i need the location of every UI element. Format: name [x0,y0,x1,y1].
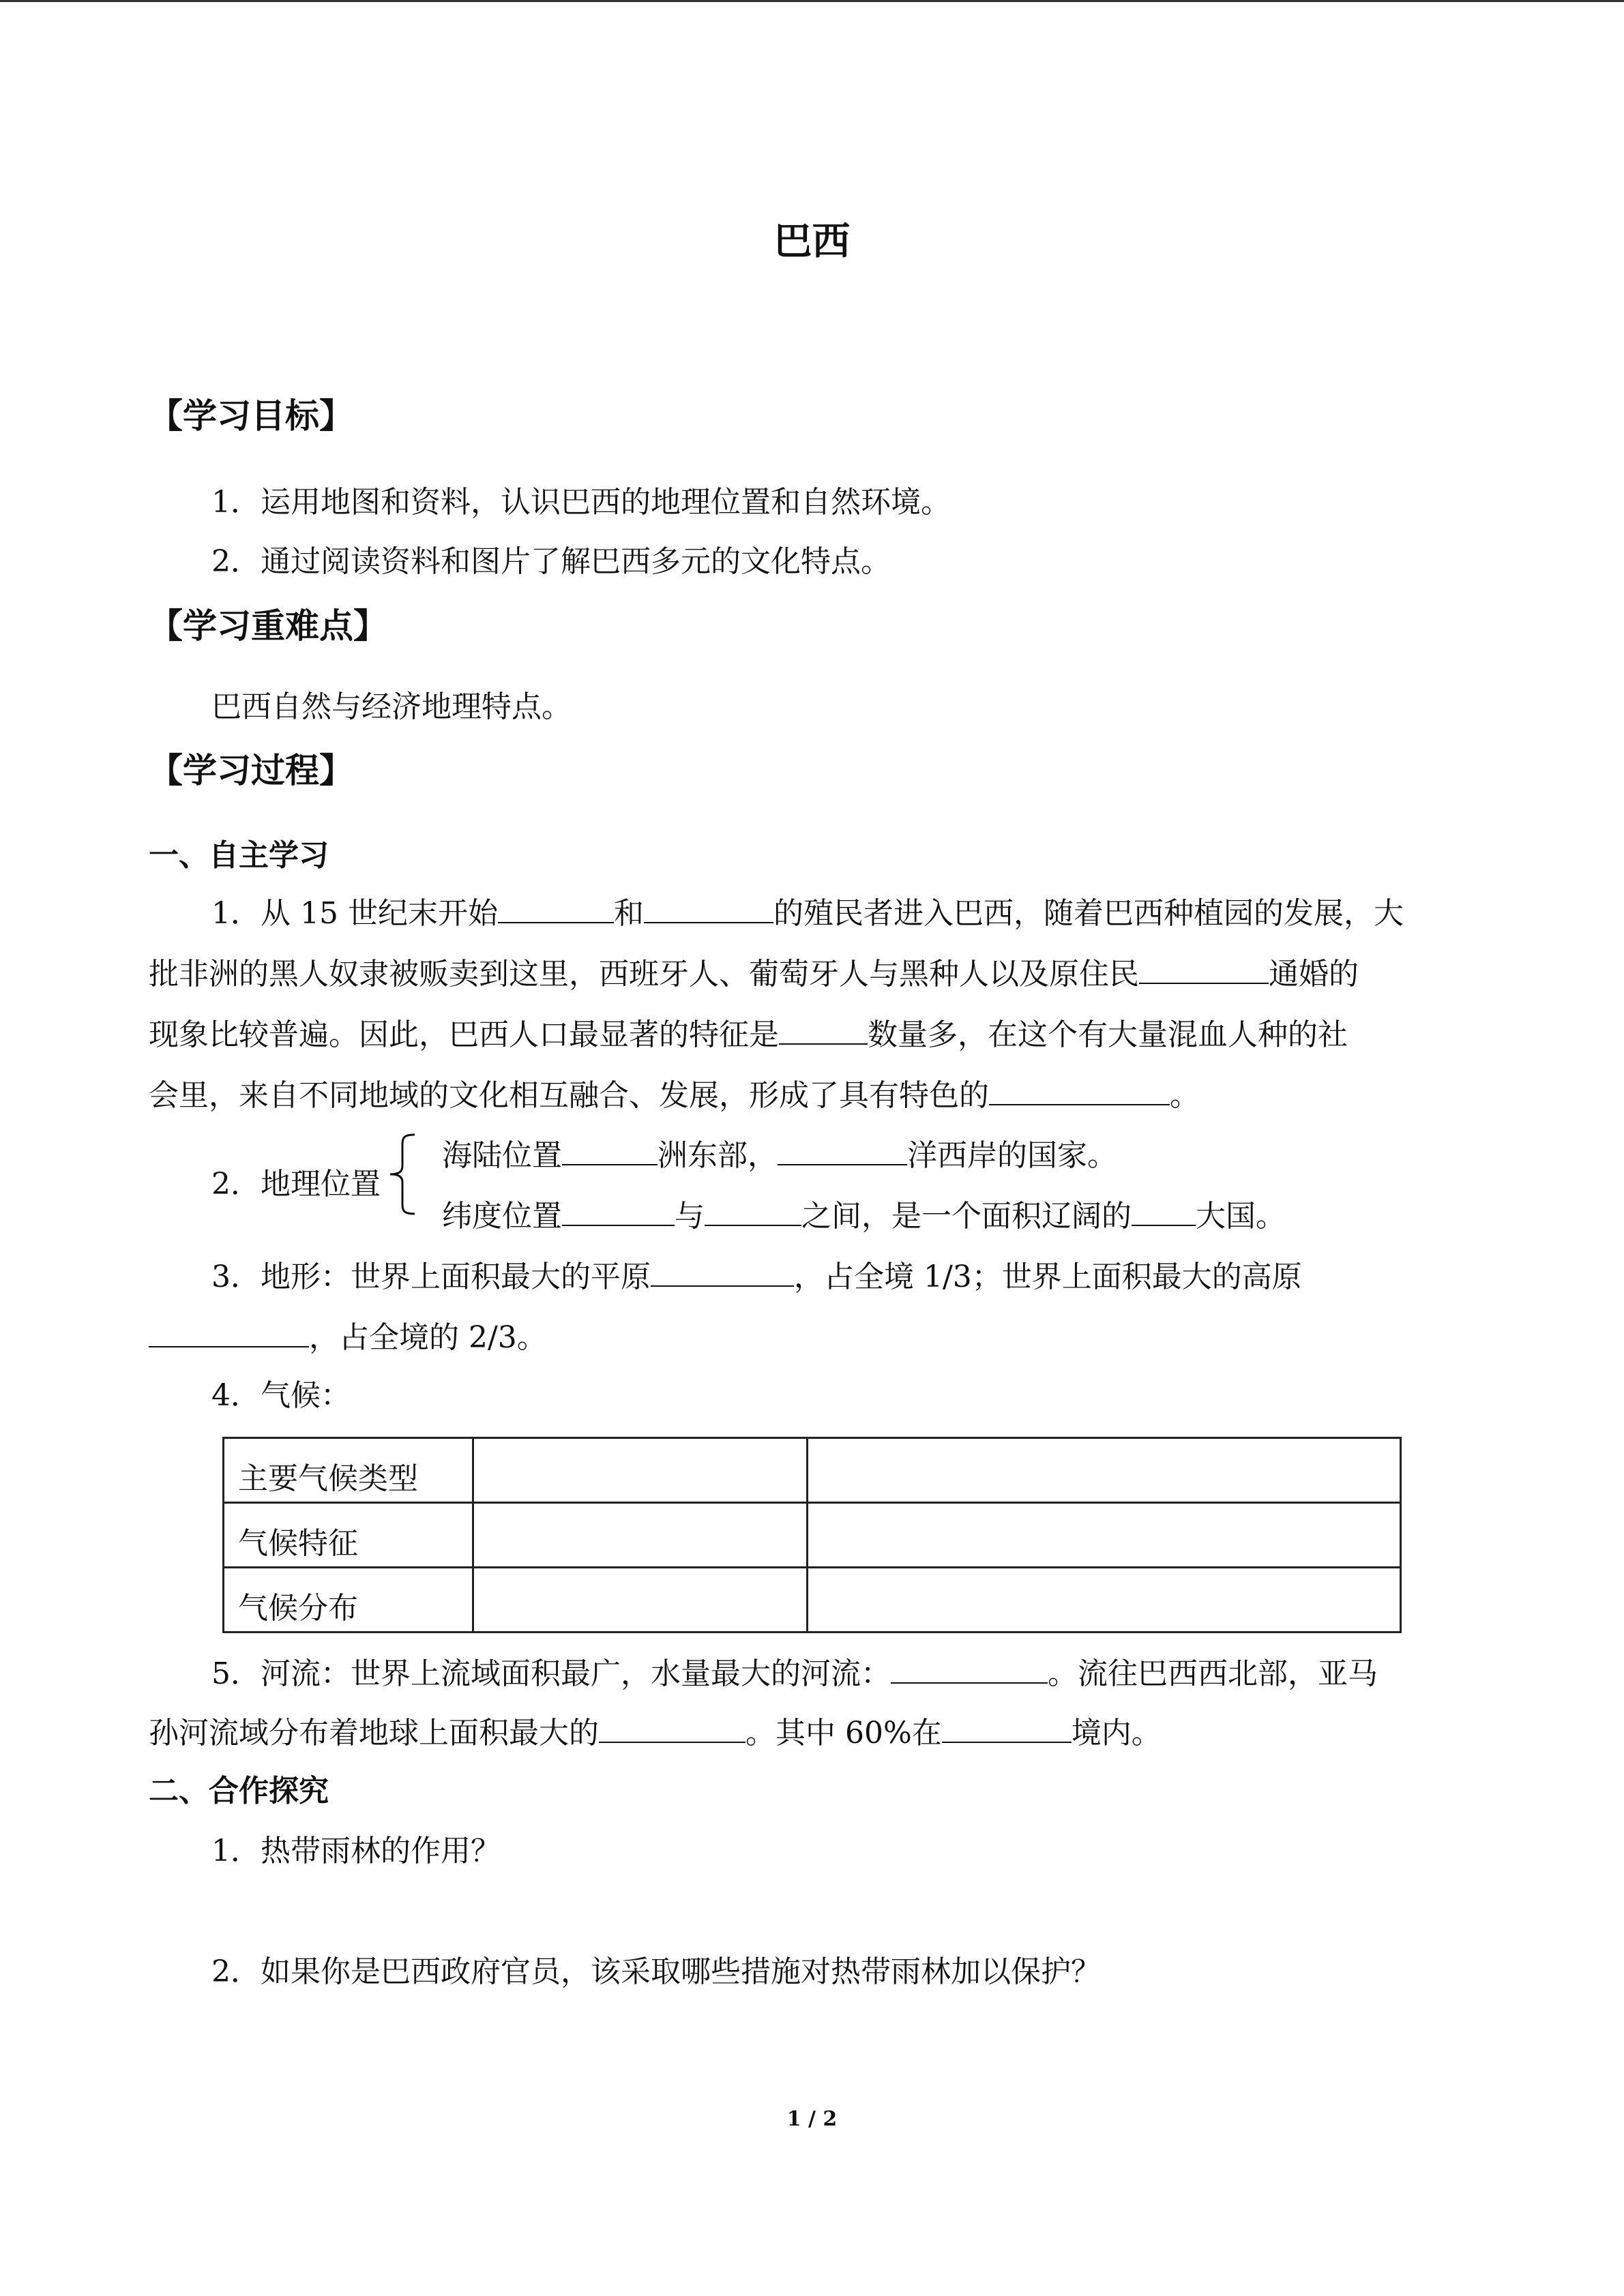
objectives-heading: 【学习目标】 [149,396,353,436]
q5-line-1: 5．河流：世界上流域面积最广，水量最大的河流： 。流往巴西西北部，亚马 [211,1656,1378,1691]
page-title: 巴西 [773,220,851,264]
objective-2: 2．通过阅读资料和图片了解巴西多元的文化特点。 [211,544,891,579]
q3-line-2: ，占全境的 2/3。 [149,1313,547,1356]
q5-line-2: 孙河流域分布着地球上面积最大的 。其中 60%在 境内。 [149,1716,1162,1750]
table-cell[interactable] [473,1438,807,1503]
blank-field[interactable] [942,1716,1072,1743]
blank-field[interactable] [779,1017,868,1045]
blank-field[interactable] [562,1199,675,1226]
cooperation-q1: 1．热带雨林的作用？ [211,1834,501,1868]
blank-field[interactable] [705,1199,801,1226]
cooperation-heading: 二、合作探究 [149,1774,329,1808]
table-row [224,1503,1401,1568]
blank-field[interactable] [778,1138,907,1165]
table-row-label: 气候特征 [224,1503,473,1568]
q3-line-1: 3．地形：世界上面积最大的平原 ，占全境 1/3；世界上面积最大的高原 [211,1259,1302,1294]
q1-line-4: 会里，来自不同地域的文化相互融合、发展，形成了具有特色的 。 [149,1078,1200,1113]
table-row-label: 气候分布 [224,1568,473,1632]
table-cell[interactable] [807,1438,1400,1503]
q1-line-2: 批非洲的黑人奴隶被贩卖到这里，西班牙人、葡萄牙人与黑种人以及原住民 通婚的 [149,957,1359,992]
q2-label: 2．地理位置 [211,1167,381,1202]
blank-field[interactable] [1132,1199,1196,1226]
keypoints-text: 巴西自然与经济地理特点。 [211,689,572,724]
blank-field[interactable] [644,896,773,923]
cooperation-q2: 2．如果你是巴西政府官员，该采取哪些措施对热带雨林加以保护？ [211,1954,1101,1989]
blank-field[interactable] [1139,957,1269,984]
self-study-heading: 一、自主学习 [149,838,329,873]
table-cell[interactable] [473,1568,807,1632]
blank-field[interactable] [149,1320,309,1347]
blank-field[interactable] [562,1138,658,1165]
table-row [224,1568,1401,1632]
q2-sea-position: 海陆位置 洲东部， 洋西岸的国家。 [442,1138,1117,1173]
keypoints-heading: 【学习重难点】 [149,606,387,646]
q1-line-1: 1．从 15 世纪末开始 和 的殖民者进入巴西，随着巴西种植园的发展，大 [211,896,1404,931]
q4-label: 4．气候： [211,1378,351,1413]
q2-latitude-position: 纬度位置 与 之间，是一个面积辽阔的 大国。 [442,1199,1286,1234]
table-cell[interactable] [807,1503,1400,1568]
blank-field[interactable] [498,896,614,923]
process-heading: 【学习过程】 [149,751,353,790]
blank-field[interactable] [891,1656,1048,1684]
objective-1: 1．运用地图和资料，认识巴西的地理位置和自然环境。 [211,485,951,520]
blank-field[interactable] [651,1259,794,1287]
blank-field[interactable] [989,1078,1170,1105]
blank-field[interactable] [599,1716,745,1743]
table-row-label: 主要气候类型 [224,1438,473,1503]
brace-icon [387,1132,417,1217]
page-number: 1 / 2 [786,2107,838,2131]
table-cell[interactable] [473,1503,807,1568]
table-cell[interactable] [807,1568,1400,1632]
climate-table [222,1437,1402,1633]
table-row [224,1438,1401,1503]
q1-line-3: 现象比较普遍。因此，巴西人口最显著的特征是 数量多，在这个有大量混血人种的社 [149,1017,1348,1052]
